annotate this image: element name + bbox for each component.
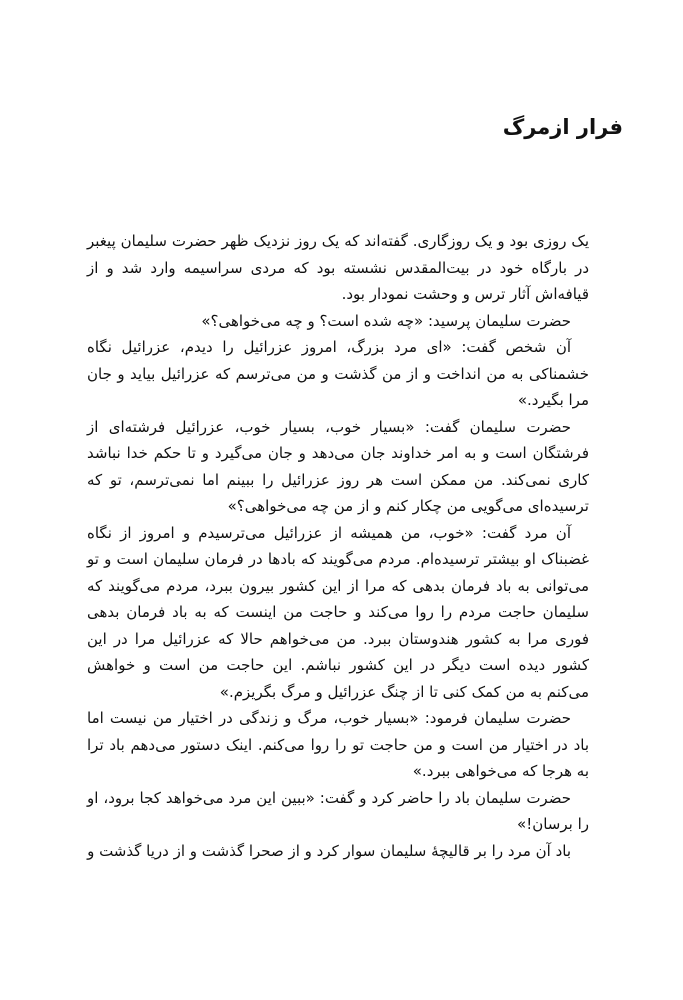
paragraph: آن شخص گفت: «ای مرد بزرگ، امروز عزرائیل را دیدم، عزرائیل نگاه خشمناکی به من انداخت و از من گذشت و من می‌ترسم که عزرائیل بیاید و جان مرا بگیرد.»: [87, 338, 589, 409]
paragraph: حضرت سلیمان گفت: «بسیار خوب، بسیار خوب، عزرائیل فرشته‌ای از فرشتگان است و به امر خداوند جان می‌دهد و جان می‌گیرد و تا حکم خدا نباشد کاری نمی‌کند. من ممکن است هر روز عزرائیل را ببینم اما نمی‌ترسم، تو که ترسیده‌ای می‌گویی من چکار کنم و از من چه می‌خواهی؟»: [87, 417, 589, 515]
paragraph: یک روزی بود و یک روزگاری. گفته‌اند که یک روز نزدیک ظهر حضرت سلیمان پیغبر در بارگاه خود در بیت‌المقدس نشسته بود که مردی سراسیمه وارد شد و از قیافه‌اش آثار ترس و وحشت نمودار بود.: [87, 232, 589, 303]
paragraph: باد آن مرد را بر قالیچهٔ سلیمان سوار کرد و از صحرا گذشت و از دریا گذشت و: [87, 841, 571, 860]
story-body: [87, 228, 589, 864]
paragraph: حضرت سلیمان پرسید: «چه شده است؟ و چه می‌خواهی؟»: [201, 311, 571, 330]
paragraph: حضرت سلیمان باد را حاضر کرد و گفت: «ببین این مرد می‌خواهد کجا برود، او را برسان!»: [87, 788, 589, 833]
page-title: فرار ازمرگ: [502, 115, 623, 139]
paragraph: حضرت سلیمان فرمود: «بسیار خوب، مرگ و زندگی در اختیار من نیست اما باد در اختیار من است و من حاجت تو را روا می‌کنم. اینک دستور می‌دهم باد ترا به هرجا که می‌خواهی ببرد.»: [87, 709, 589, 780]
paragraph: آن مرد گفت: «خوب، من همیشه از عزرائیل می‌ترسیدم و امروز از نگاه غضبناک او بیشتر ترسیده‌ام. مردم می‌گویند که بادها در فرمان سلیمان است و تو می‌توانی به باد فرمان بدهی که مرا از این کشور بیرون ببرد، مردم می‌گویند که سلیمان حاجت مردم را روا می‌کند و حاجت من اینست که به باد فرمان بدهی فوری مرا به کشور هندوستان ببرد. من می‌خواهم حالا که عزرائیل مرا در این کشور دیده است دیگر در این کشور نباشم. این حاجت من است و خواهش می‌کنم به من کمک کنی تا از چنگ عزرائیل و مرگ بگریزم.»: [87, 523, 589, 701]
